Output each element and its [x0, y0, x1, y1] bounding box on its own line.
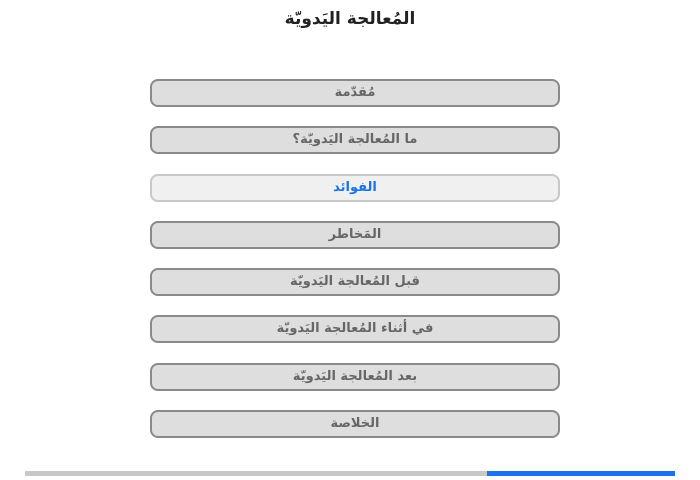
section-menu	[150, 79, 560, 457]
menu-item-what-is[interactable]: ما المُعالجة اليَدويّة؟	[150, 126, 560, 154]
menu-item-before[interactable]: قبل المُعالجة اليَدويّة	[150, 268, 560, 296]
progress-bar	[25, 471, 675, 476]
menu-item-risks[interactable]: المَخاطر	[150, 221, 560, 249]
menu-item-benefits[interactable]: الفوائد	[150, 174, 560, 202]
page-title: المُعالجة اليَدويّة	[284, 9, 416, 29]
menu-item-conclusion[interactable]: الخلاصة	[150, 410, 560, 438]
progress-bar-fill	[487, 471, 676, 476]
menu-item-after[interactable]: بعد المُعالجة اليَدويّة	[150, 363, 560, 391]
menu-item-during[interactable]: في أثناء المُعالجة اليَدويّة	[150, 315, 560, 343]
menu-item-introduction[interactable]: مُقدّمة	[150, 79, 560, 107]
